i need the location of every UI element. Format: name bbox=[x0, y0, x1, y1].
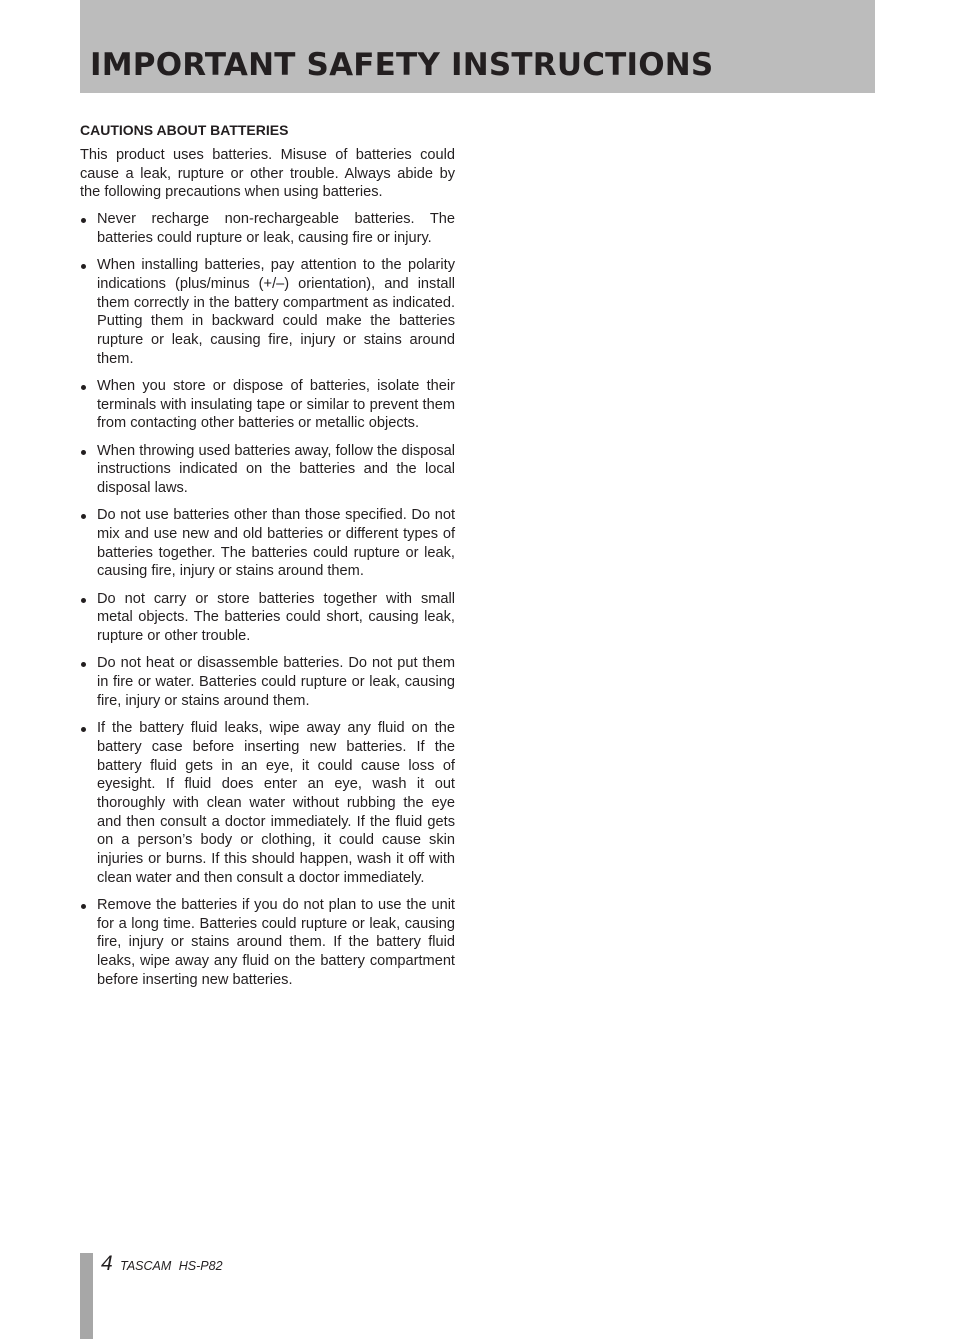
footer-brand: TASCAM bbox=[120, 1259, 172, 1273]
list-item-text: Do not use batteries other than those specified. Do not mix and use new and old batteries or different types of batteries together. The batteries could rupture or leak, causing fire, injury or stains around them. bbox=[97, 507, 455, 580]
precautions-list bbox=[80, 210, 455, 989]
bullet-icon bbox=[81, 264, 86, 269]
intro-paragraph: This product uses batteries. Misuse of batteries could cause a leak, rupture or other trouble. Always abide by the following precautions when using batteries. bbox=[80, 147, 455, 201]
bullet-icon bbox=[81, 598, 86, 603]
bullet-icon bbox=[81, 904, 86, 909]
footer-model: HS-P82 bbox=[178, 1259, 223, 1273]
main-content bbox=[80, 121, 455, 998]
list-item-text: When you store or dispose of batteries, isolate their terminals with insulating tape or similar to prevent them from contacting other batteries or metallic objects. bbox=[97, 377, 455, 432]
list-item bbox=[80, 590, 455, 646]
bullet-icon bbox=[81, 727, 86, 732]
list-item-text: Do not heat or disassemble batteries. Do not put them in fire or water. Batteries could rupture or leak, causing fire, injury or stains around them. bbox=[97, 655, 455, 709]
list-item-text: Never recharge non-rechargeable batteries. The batteries could rupture or leak, causing fire or injury. bbox=[97, 211, 455, 246]
list-item bbox=[80, 719, 455, 887]
list-item bbox=[80, 210, 455, 247]
header-band bbox=[80, 0, 875, 93]
list-item bbox=[80, 256, 455, 368]
bullet-icon bbox=[81, 662, 86, 667]
list-item-text: When throwing used batteries away, follow the disposal instructions indicated on the batteries and the local disposal laws. bbox=[97, 442, 455, 497]
page-number: 4 bbox=[101, 1252, 113, 1275]
list-item bbox=[80, 896, 455, 990]
bullet-icon bbox=[81, 218, 86, 223]
bullet-icon bbox=[81, 450, 86, 455]
page-footer bbox=[101, 1252, 223, 1276]
list-item bbox=[80, 506, 455, 581]
bullet-icon bbox=[81, 385, 86, 390]
list-item-text: Remove the batteries if you do not plan to use the unit for a long time. Batteries could rupture or leak, causing fire, injury or stains around them. If the battery fluid leaks, wipe away any fluid on the battery compartment before inserting new batteries. bbox=[97, 897, 455, 988]
list-item-text: If the battery fluid leaks, wipe away any fluid on the battery case before inserting new batteries. If the battery fluid gets in an eye, it could cause loss of eyesight. If fluid does enter an eye, wash it out thoroughly with clean water without rubbing the eye and then consult a doctor immediately. If the fluid gets on a person’s body or clothing, it could cause skin injuries or burns. If this should happen, wash it off with clean water and then consult a doctor immediately. bbox=[97, 720, 455, 886]
list-item bbox=[80, 442, 455, 498]
page-title: IMPORTANT SAFETY INSTRUCTIONS bbox=[90, 47, 714, 83]
list-item bbox=[80, 654, 455, 710]
footer-bar bbox=[80, 1253, 93, 1339]
list-item-text: Do not carry or store batteries together with small metal objects. The batteries could short, causing leak, rupture or other trouble. bbox=[97, 590, 455, 645]
list-item bbox=[80, 377, 455, 433]
section-heading: CAUTIONS ABOUT BATTERIES bbox=[80, 122, 289, 138]
bullet-icon bbox=[81, 514, 86, 519]
list-item-text: When installing batteries, pay attention to the polarity indications (plus/minus (+/–) orientation), and install them correctly in the battery compartment as indicated. Putting them in backward could make the batteries rupture or leak, causing fire, injury or stains around them. bbox=[97, 257, 455, 367]
